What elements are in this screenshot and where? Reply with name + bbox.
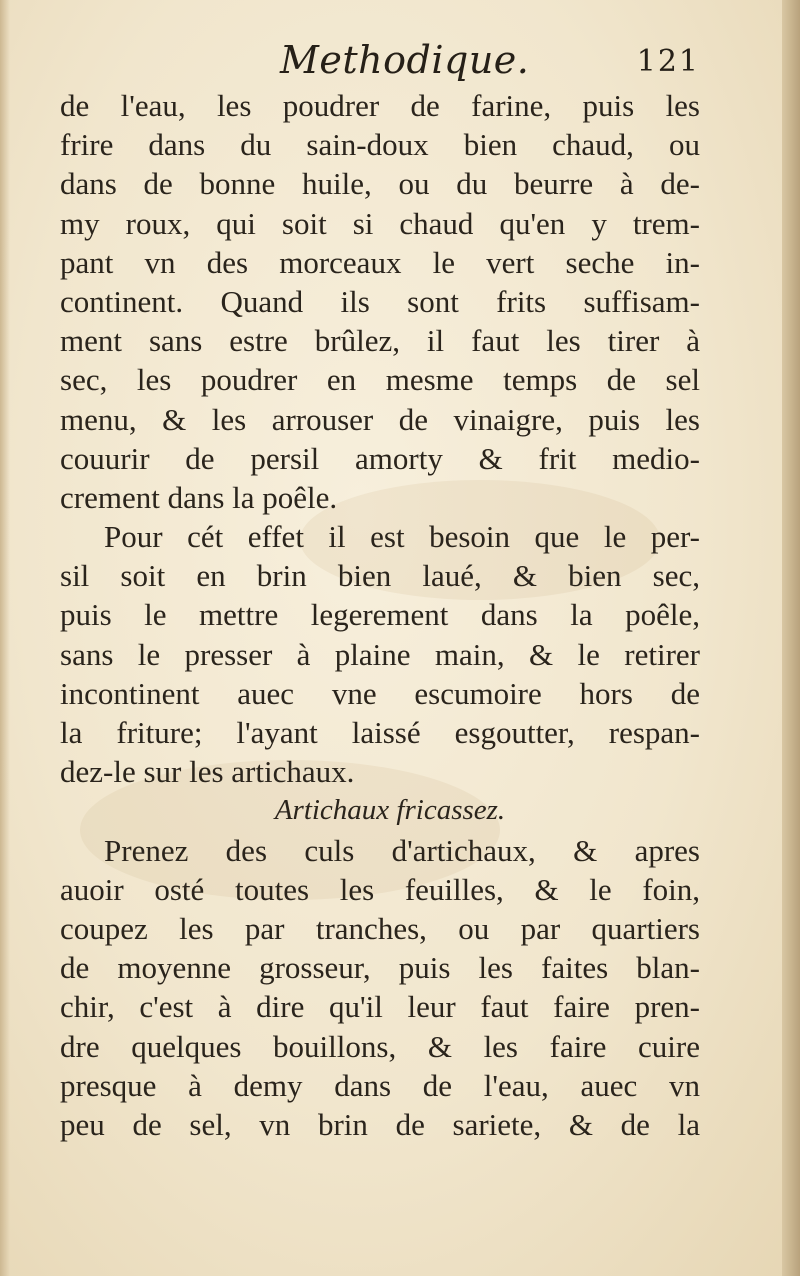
text-line: de l'eau, les poudrer de farine, puis les xyxy=(60,88,700,123)
text-line: couurir de persil amorty & frit medio- xyxy=(60,440,700,476)
text-line: my roux, qui soit si chaud qu'en y trem- xyxy=(60,205,700,241)
text-line: frire dans du sain-doux bien chaud, ou xyxy=(60,127,700,163)
text-line: coupez les par tranches, ou par quartiers xyxy=(60,910,700,946)
text-line: peu de sel, vn brin de sariete, & de la xyxy=(60,1106,700,1142)
page-edge xyxy=(782,0,800,1276)
text-line: chir, c'est à dire qu'il leur faut faire pren- xyxy=(60,989,700,1025)
section-heading: Artichaux fricassez. xyxy=(274,794,506,827)
text-line: sans le presser à plaine main, & le retirer xyxy=(60,636,700,672)
text-line: Pour cét effet il est besoin que le per- xyxy=(104,519,700,555)
text-line: incontinent auec vne escumoire hors de xyxy=(60,675,700,711)
text-line: dans de bonne huile, ou du beurre à de- xyxy=(60,166,700,202)
text-line: auoir osté toutes les feuilles, & le foin, xyxy=(60,871,700,907)
text-line: de moyenne grosseur, puis les faites blan- xyxy=(60,950,700,986)
page-number: 121 xyxy=(636,44,700,79)
text-line: presque à demy dans de l'eau, auec vn xyxy=(60,1067,700,1103)
text-line: puis le mettre legerement dans la poêle, xyxy=(60,597,700,633)
text-line: pant vn des morceaux le vert seche in- xyxy=(60,244,700,280)
text-line: sil soit en brin bien laué, & bien sec, xyxy=(60,558,700,594)
running-head: Methodique. xyxy=(280,38,530,82)
text-line: dez-le sur les artichaux. xyxy=(60,754,355,790)
text-line: Prenez des culs d'artichaux, & apres xyxy=(104,832,700,868)
text-line: ment sans estre brûlez, il faut les tirer à xyxy=(60,323,700,359)
page-body xyxy=(60,86,700,1144)
text-line: crement dans la poêle. xyxy=(60,479,338,515)
text-line: continent. Quand ils sont frits suffisam- xyxy=(60,283,700,319)
text-line: dre quelques bouillons, & les faire cuire xyxy=(60,1028,700,1064)
text-line: la friture; l'ayant laissé esgoutter, respan- xyxy=(60,715,700,750)
text-line: sec, les poudrer en mesme temps de sel xyxy=(60,362,700,398)
text-line: menu, & les arrouser de vinaigre, puis les xyxy=(60,401,700,437)
page-gutter-shadow xyxy=(0,0,10,1276)
